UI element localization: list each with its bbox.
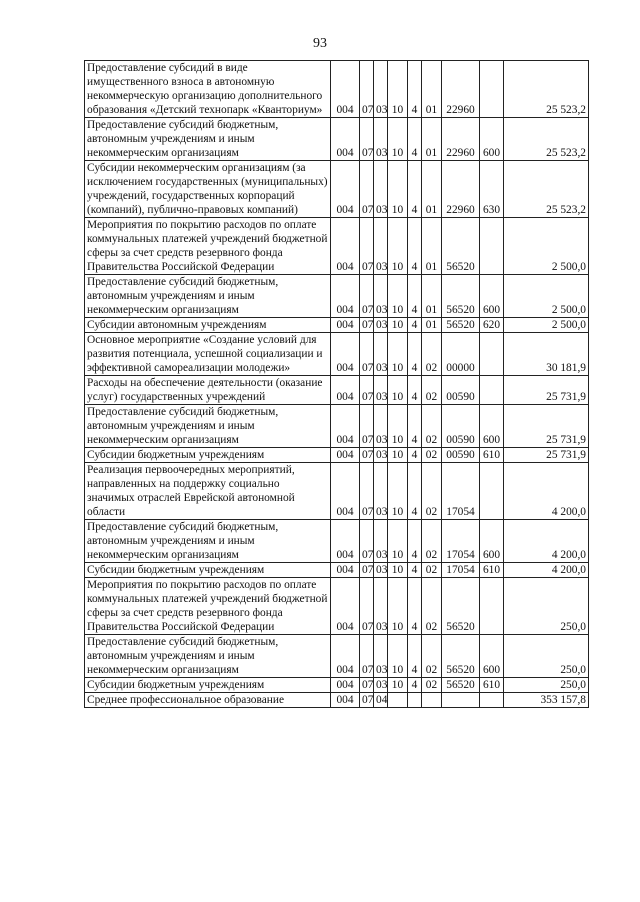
direction-code: 56520 xyxy=(442,635,480,678)
row-name: Предоставление субсидий бюджетным, автономным учреждениям и иным некоммерческим организациям xyxy=(85,520,331,563)
table-row xyxy=(85,218,589,275)
direction-code: 00590 xyxy=(442,376,480,405)
row-name: Предоставление субсидий бюджетным, автономным учреждениям и иным некоммерческим организациям xyxy=(85,275,331,318)
program-code: 10 xyxy=(388,405,408,448)
expense-type-code: 610 xyxy=(480,563,504,578)
direction-code: 00000 xyxy=(442,333,480,376)
row-name: Основное мероприятие «Создание условий для развития потенциала, успешной социализации и эффективной самореализации молодежи» xyxy=(85,333,331,376)
expense-type-code xyxy=(480,61,504,118)
section-code: 07 xyxy=(360,520,374,563)
budget-table xyxy=(84,60,589,708)
row-name: Предоставление субсидий бюджетным, автономным учреждениям и иным некоммерческим организациям xyxy=(85,118,331,161)
expense-type-code xyxy=(480,693,504,708)
subsection-code: 03 xyxy=(374,635,388,678)
subprogram-code: 4 xyxy=(408,448,422,463)
expense-type-code: 620 xyxy=(480,318,504,333)
main-event-code: 02 xyxy=(422,448,442,463)
grbs-code: 004 xyxy=(331,563,360,578)
section-code: 07 xyxy=(360,678,374,693)
subsection-code: 04 xyxy=(374,693,388,708)
subprogram-code: 4 xyxy=(408,161,422,218)
program-code: 10 xyxy=(388,578,408,635)
subsection-code: 03 xyxy=(374,376,388,405)
grbs-code: 004 xyxy=(331,693,360,708)
table-row xyxy=(85,275,589,318)
subprogram-code: 4 xyxy=(408,275,422,318)
row-name: Субсидии некоммерческим организациям (за исключением государственных (муниципальных) учреждений, государственных корпораций (компаний), публично-правовых компаний) xyxy=(85,161,331,218)
direction-code: 00590 xyxy=(442,448,480,463)
subprogram-code: 4 xyxy=(408,678,422,693)
main-event-code: 01 xyxy=(422,275,442,318)
direction-code: 56520 xyxy=(442,578,480,635)
subsection-code: 03 xyxy=(374,520,388,563)
section-code: 07 xyxy=(360,118,374,161)
main-event-code: 02 xyxy=(422,405,442,448)
direction-code: 17054 xyxy=(442,463,480,520)
subprogram-code: 4 xyxy=(408,563,422,578)
subsection-code: 03 xyxy=(374,275,388,318)
section-code: 07 xyxy=(360,218,374,275)
page-number: 93 xyxy=(313,36,327,51)
expense-type-code: 600 xyxy=(480,275,504,318)
grbs-code: 004 xyxy=(331,635,360,678)
grbs-code: 004 xyxy=(331,376,360,405)
table-row xyxy=(85,405,589,448)
table-row xyxy=(85,463,589,520)
subprogram-code: 4 xyxy=(408,333,422,376)
row-amount: 250,0 xyxy=(504,578,589,635)
program-code: 10 xyxy=(388,218,408,275)
subprogram-code: 4 xyxy=(408,376,422,405)
main-event-code: 01 xyxy=(422,218,442,275)
grbs-code: 004 xyxy=(331,405,360,448)
grbs-code: 004 xyxy=(331,61,360,118)
grbs-code: 004 xyxy=(331,333,360,376)
expense-type-code: 610 xyxy=(480,448,504,463)
section-code: 07 xyxy=(360,693,374,708)
section-code: 07 xyxy=(360,405,374,448)
row-amount: 250,0 xyxy=(504,678,589,693)
expense-type-code xyxy=(480,218,504,275)
subsection-code: 03 xyxy=(374,405,388,448)
subsection-code: 03 xyxy=(374,318,388,333)
row-name: Реализация первоочередных мероприятий, направленных на поддержку социально значимых отраслей Еврейской автономной области xyxy=(85,463,331,520)
expense-type-code: 600 xyxy=(480,635,504,678)
main-event-code: 02 xyxy=(422,635,442,678)
subprogram-code: 4 xyxy=(408,578,422,635)
main-event-code xyxy=(422,693,442,708)
section-code: 07 xyxy=(360,578,374,635)
row-amount: 4 200,0 xyxy=(504,563,589,578)
expense-type-code xyxy=(480,376,504,405)
expense-type-code: 610 xyxy=(480,678,504,693)
direction-code: 17054 xyxy=(442,520,480,563)
subsection-code: 03 xyxy=(374,448,388,463)
program-code: 10 xyxy=(388,463,408,520)
table-row xyxy=(85,520,589,563)
subprogram-code: 4 xyxy=(408,218,422,275)
table-row xyxy=(85,161,589,218)
row-name: Предоставление субсидий бюджетным, автономным учреждениям и иным некоммерческим организациям xyxy=(85,405,331,448)
main-event-code: 02 xyxy=(422,376,442,405)
subprogram-code: 4 xyxy=(408,635,422,678)
grbs-code: 004 xyxy=(331,275,360,318)
row-amount: 25 731,9 xyxy=(504,405,589,448)
row-amount: 2 500,0 xyxy=(504,218,589,275)
expense-type-code: 630 xyxy=(480,161,504,218)
row-amount: 25 523,2 xyxy=(504,161,589,218)
grbs-code: 004 xyxy=(331,520,360,563)
row-amount: 30 181,9 xyxy=(504,333,589,376)
row-amount: 250,0 xyxy=(504,635,589,678)
row-name: Мероприятия по покрытию расходов по оплате коммунальных платежей учреждений бюджетной сферы за счет средств резервного фонда Правительства Российской Федерации xyxy=(85,578,331,635)
row-name: Среднее профессиональное образование xyxy=(85,693,331,708)
table-row xyxy=(85,61,589,118)
grbs-code: 004 xyxy=(331,318,360,333)
expense-type-code xyxy=(480,333,504,376)
subsection-code: 03 xyxy=(374,463,388,520)
table-row xyxy=(85,333,589,376)
grbs-code: 004 xyxy=(331,578,360,635)
subprogram-code: 4 xyxy=(408,118,422,161)
subsection-code: 03 xyxy=(374,578,388,635)
main-event-code: 01 xyxy=(422,118,442,161)
main-event-code: 01 xyxy=(422,161,442,218)
table-row xyxy=(85,448,589,463)
subprogram-code: 4 xyxy=(408,463,422,520)
table-row xyxy=(85,578,589,635)
direction-code: 56520 xyxy=(442,275,480,318)
main-event-code: 02 xyxy=(422,463,442,520)
grbs-code: 004 xyxy=(331,448,360,463)
row-amount: 2 500,0 xyxy=(504,318,589,333)
program-code: 10 xyxy=(388,161,408,218)
table-row xyxy=(85,678,589,693)
section-code: 07 xyxy=(360,563,374,578)
grbs-code: 004 xyxy=(331,463,360,520)
program-code: 10 xyxy=(388,118,408,161)
main-event-code: 02 xyxy=(422,678,442,693)
row-amount: 25 523,2 xyxy=(504,61,589,118)
program-code: 10 xyxy=(388,563,408,578)
subprogram-code: 4 xyxy=(408,520,422,563)
row-amount: 4 200,0 xyxy=(504,463,589,520)
direction-code: 00590 xyxy=(442,405,480,448)
subprogram-code xyxy=(408,693,422,708)
direction-code: 22960 xyxy=(442,161,480,218)
subsection-code: 03 xyxy=(374,563,388,578)
program-code xyxy=(388,693,408,708)
program-code: 10 xyxy=(388,275,408,318)
table-row xyxy=(85,635,589,678)
direction-code: 22960 xyxy=(442,61,480,118)
expense-type-code: 600 xyxy=(480,118,504,161)
direction-code: 56520 xyxy=(442,218,480,275)
expense-type-code xyxy=(480,578,504,635)
program-code: 10 xyxy=(388,678,408,693)
expense-type-code xyxy=(480,463,504,520)
main-event-code: 02 xyxy=(422,563,442,578)
subsection-code: 03 xyxy=(374,161,388,218)
row-amount: 4 200,0 xyxy=(504,520,589,563)
row-amount: 25 523,2 xyxy=(504,118,589,161)
section-code: 07 xyxy=(360,463,374,520)
row-name: Субсидии автономным учреждениям xyxy=(85,318,331,333)
section-code: 07 xyxy=(360,318,374,333)
main-event-code: 01 xyxy=(422,61,442,118)
main-event-code: 02 xyxy=(422,578,442,635)
program-code: 10 xyxy=(388,448,408,463)
subprogram-code: 4 xyxy=(408,318,422,333)
subprogram-code: 4 xyxy=(408,405,422,448)
main-event-code: 02 xyxy=(422,520,442,563)
grbs-code: 004 xyxy=(331,678,360,693)
direction-code: 56520 xyxy=(442,318,480,333)
direction-code: 56520 xyxy=(442,678,480,693)
expense-type-code: 600 xyxy=(480,520,504,563)
section-code: 07 xyxy=(360,275,374,318)
section-code: 07 xyxy=(360,333,374,376)
row-name: Предоставление субсидий бюджетным, автономным учреждениям и иным некоммерческим организациям xyxy=(85,635,331,678)
main-event-code: 02 xyxy=(422,333,442,376)
row-name: Предоставление субсидий в виде имущественного взноса в автономную некоммерческую организацию дополнительного образования «Детский технопарк «Кванториум» xyxy=(85,61,331,118)
table-row xyxy=(85,318,589,333)
row-amount: 2 500,0 xyxy=(504,275,589,318)
row-amount: 25 731,9 xyxy=(504,376,589,405)
section-code: 07 xyxy=(360,161,374,218)
direction-code: 17054 xyxy=(442,563,480,578)
expense-type-code: 600 xyxy=(480,405,504,448)
table-row xyxy=(85,376,589,405)
grbs-code: 004 xyxy=(331,218,360,275)
table-row xyxy=(85,118,589,161)
section-code: 07 xyxy=(360,448,374,463)
row-name: Расходы на обеспечение деятельности (оказание услуг) государственных учреждений xyxy=(85,376,331,405)
program-code: 10 xyxy=(388,333,408,376)
direction-code xyxy=(442,693,480,708)
section-code: 07 xyxy=(360,61,374,118)
table-row xyxy=(85,563,589,578)
program-code: 10 xyxy=(388,376,408,405)
table-row xyxy=(85,693,589,708)
subsection-code: 03 xyxy=(374,678,388,693)
program-code: 10 xyxy=(388,318,408,333)
section-code: 07 xyxy=(360,376,374,405)
section-code: 07 xyxy=(360,635,374,678)
subsection-code: 03 xyxy=(374,61,388,118)
row-name: Субсидии бюджетным учреждениям xyxy=(85,448,331,463)
row-amount: 353 157,8 xyxy=(504,693,589,708)
grbs-code: 004 xyxy=(331,118,360,161)
grbs-code: 004 xyxy=(331,161,360,218)
program-code: 10 xyxy=(388,635,408,678)
row-amount: 25 731,9 xyxy=(504,448,589,463)
subsection-code: 03 xyxy=(374,118,388,161)
program-code: 10 xyxy=(388,61,408,118)
direction-code: 22960 xyxy=(442,118,480,161)
subsection-code: 03 xyxy=(374,218,388,275)
row-name: Субсидии бюджетным учреждениям xyxy=(85,678,331,693)
row-name: Мероприятия по покрытию расходов по оплате коммунальных платежей учреждений бюджетной сферы за счет средств резервного фонда Правительства Российской Федерации xyxy=(85,218,331,275)
subprogram-code: 4 xyxy=(408,61,422,118)
subsection-code: 03 xyxy=(374,333,388,376)
program-code: 10 xyxy=(388,520,408,563)
row-name: Субсидии бюджетным учреждениям xyxy=(85,563,331,578)
main-event-code: 01 xyxy=(422,318,442,333)
